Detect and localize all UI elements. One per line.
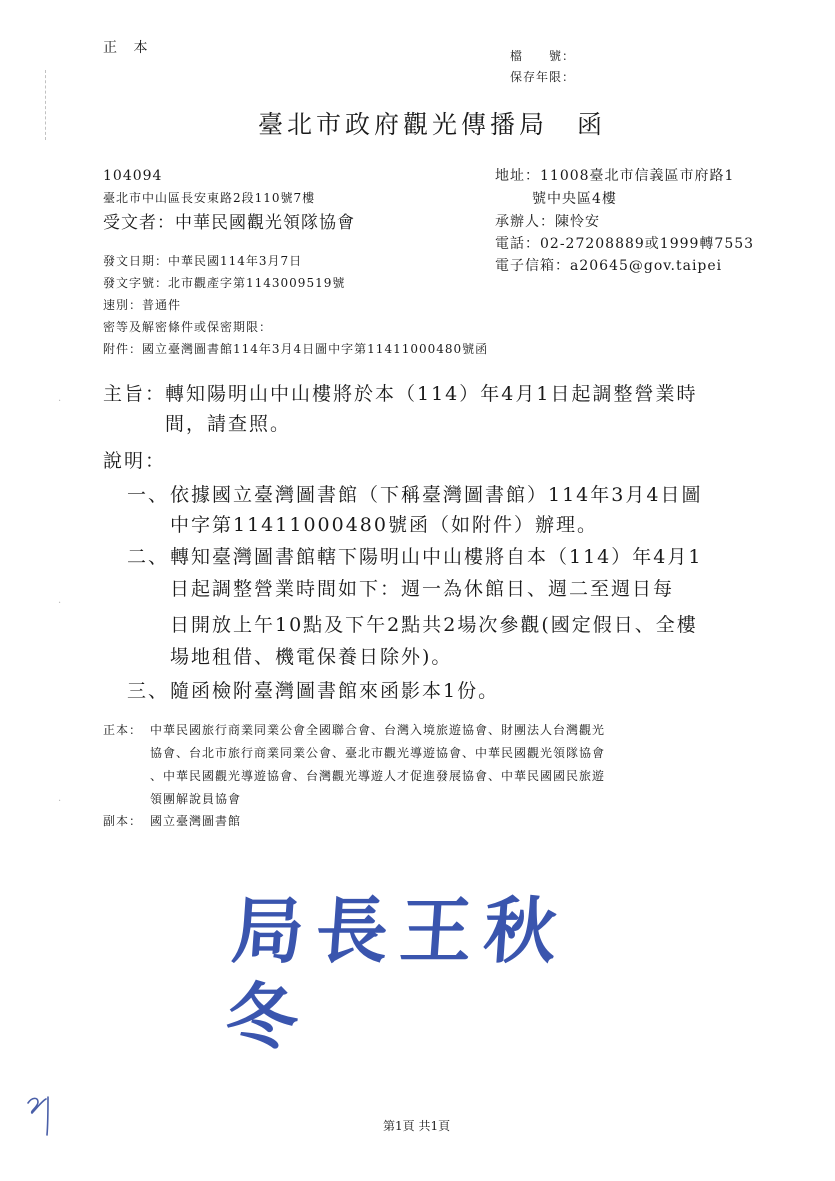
document-number: 發文字號：北市觀產字第1143009519號 bbox=[103, 276, 346, 290]
issue-date: 發文日期：中華民國114年3月7日 bbox=[103, 254, 303, 268]
copy-recipients-label: 副本： bbox=[103, 814, 143, 828]
postal-code: 104094 bbox=[103, 168, 163, 184]
file-number-label: 檔 號： bbox=[510, 49, 576, 63]
item-marker: 一、 bbox=[127, 484, 170, 506]
item-line: 依據國立臺灣圖書館（下稱臺灣圖書館）114年3月4日圖 bbox=[170, 484, 703, 506]
edge-dot: · bbox=[58, 796, 62, 807]
binding-mark bbox=[45, 70, 49, 140]
item-line: 隨函檢附臺灣圖書館來函影本1份。 bbox=[170, 680, 500, 702]
speed-classification: 速別：普通件 bbox=[103, 298, 182, 312]
primary-recipients-line: 中華民國旅行商業同業公會全國聯合會、台灣入境旅遊協會、財團法人台灣觀光 bbox=[150, 723, 606, 737]
attachment: 附件：國立臺灣圖書館114年3月4日圖中字第11411000480號函 bbox=[103, 342, 489, 356]
copy-type-label: 正 本 bbox=[103, 40, 154, 56]
phone: 電話：02-27208889或1999轉7553 bbox=[495, 236, 755, 252]
item-marker: 三、 bbox=[127, 680, 170, 702]
director-signature-stamp: 局長王秋冬 bbox=[223, 888, 572, 1059]
item-marker: 二、 bbox=[127, 546, 170, 568]
primary-recipients-line: 、中華民國觀光導遊協會、台灣觀光導遊人才促進發展協會、中華民國國民旅遊 bbox=[150, 769, 606, 783]
item-line: 日起調整營業時間如下：週一為休館日、週二至週日每 bbox=[170, 578, 675, 600]
edge-dot: · bbox=[58, 598, 62, 609]
primary-recipients-line: 協會、台北市旅行商業同業公會、臺北市觀光導遊協會、中華民國觀光領隊協會 bbox=[150, 746, 606, 760]
page-number: 第1頁 共1頁 bbox=[383, 1119, 451, 1133]
email: 電子信箱：a20645@gov.taipei bbox=[495, 258, 723, 274]
subject-line: 間，請查照。 bbox=[165, 413, 292, 435]
item-line: 場地租借、機電保養日除外)。 bbox=[170, 646, 453, 668]
primary-recipients-label: 正本： bbox=[103, 723, 143, 737]
retention-label: 保存年限： bbox=[510, 70, 576, 84]
item-line: 中字第11411000480號函（如附件）辦理。 bbox=[170, 514, 598, 536]
recipient-name: 受文者：中華民國觀光領隊協會 bbox=[103, 213, 355, 233]
handler: 承辦人：陳怜安 bbox=[495, 214, 600, 230]
agency-address-line2: 號中央區4樓 bbox=[532, 191, 617, 207]
secrecy-classification: 密等及解密條件或保密期限： bbox=[103, 320, 273, 334]
edge-dot: · bbox=[58, 396, 62, 407]
item-line: 轉知臺灣圖書館轄下陽明山中山樓將自本（114）年4月1 bbox=[170, 546, 703, 568]
item-line: 日開放上午10點及下午2點共2場次參觀(國定假日、全樓 bbox=[170, 614, 698, 636]
agency-address-line1: 地址：11008臺北市信義區市府路1 bbox=[495, 168, 735, 184]
explanation-label: 說明： bbox=[103, 450, 167, 472]
subject-line: 轉知陽明山中山樓將於本（114）年4月1日起調整營業時 bbox=[165, 383, 698, 405]
handwritten-mark bbox=[26, 1093, 56, 1139]
document-title: 臺北市政府觀光傳播局 函 bbox=[258, 110, 607, 139]
primary-recipients-line: 領團解說員協會 bbox=[150, 792, 242, 806]
subject-label: 主旨： bbox=[103, 383, 167, 405]
recipient-address: 臺北市中山區長安東路2段110號7樓 bbox=[103, 191, 316, 205]
copy-recipient: 國立臺灣圖書館 bbox=[150, 814, 242, 828]
